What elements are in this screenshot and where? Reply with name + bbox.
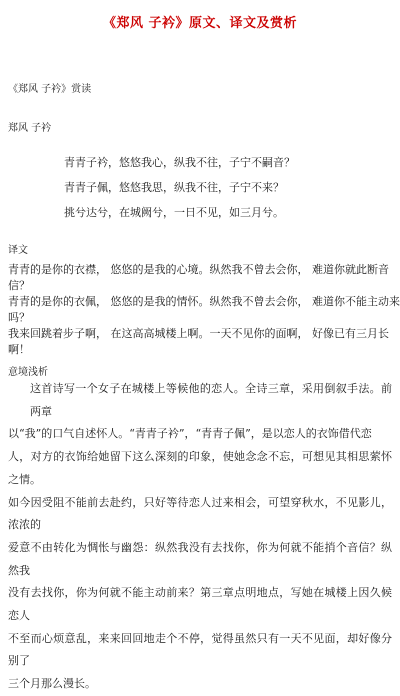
appreciation-line: 这首诗写一个女子在城楼上等候他的恋人。全诗三章，采用倒叙手法。前两章 xyxy=(30,382,392,418)
appreciation-line: 三个月那么漫长。 xyxy=(8,677,96,691)
reading-heading: 《郑风 子衿》赏读 xyxy=(8,84,92,95)
translation-line: 我来回跳着步子啊， 在这高高城楼上啊。一天不见你的面啊， 好像已有三月长 xyxy=(8,327,389,340)
poem-line: 挑兮达兮，在城阙兮，一日不见，如三月兮。 xyxy=(64,206,284,219)
appreciation-line: 没有去找你，你为何就不能主动前来？第三章点明地点，写她在城楼上因久候恋人 xyxy=(8,586,392,623)
poem-line: 青青子衿，悠悠我心，纵我不往，子宁不嗣音？ xyxy=(64,156,295,169)
appreciation-line: 人，对方的衣饰给她留下这么深刻的印象，使她念念不忘，可想见其相思萦怀之情。 xyxy=(8,450,392,486)
translation-heading: 译文 xyxy=(8,245,28,256)
translation-line: 信？ xyxy=(8,279,30,292)
translation-line: 青青的是你的衣佩， 悠悠的是我的情怀。纵然我不曾去会你， 难道你不能主动来 xyxy=(8,295,400,308)
translation-line: 青青的是你的衣襟， 悠悠的是我的心境。纵然我不曾去会你， 难道你就此断音 xyxy=(8,263,389,276)
appreciation-line: 如今因受阻不能前去赴约，只好等待恋人过来相会，可望穿秋水，不见影儿，浓浓的 xyxy=(8,495,392,532)
translation-line: 啊！ xyxy=(8,343,30,356)
appreciation-line: 以“我”的口气自述怀人。“青青子衿”，“青青子佩”，是以恋人的衣饰借代恋 xyxy=(8,427,372,441)
poem-line: 青青子佩，悠悠我思，纵我不往，子宁不来？ xyxy=(64,181,284,194)
appreciation-heading: 意境浅析 xyxy=(8,367,48,378)
translation-line: 吗？ xyxy=(8,311,30,324)
appreciation-line: 爱意不由转化为惆怅与幽怨：纵然我没有去找你，你为何就不能捎个音信？纵然我 xyxy=(8,540,392,577)
page-title: 《郑风 子衿》原文、译文及赏析 xyxy=(102,16,298,31)
appreciation-line: 不至而心烦意乱，来来回回地走个不停，觉得虽然只有一天不见面，却好像分别了 xyxy=(8,631,392,668)
poem-title: 郑风 子衿 xyxy=(8,123,52,134)
appreciation-text xyxy=(8,378,392,696)
